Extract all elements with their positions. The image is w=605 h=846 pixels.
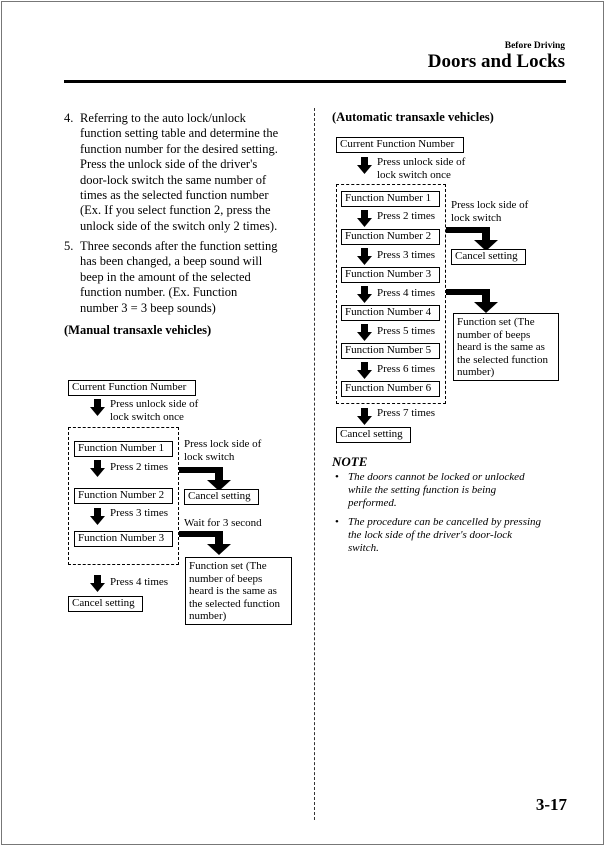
step-line: unlock side of the switch only 2 times). xyxy=(80,218,278,233)
step-5 xyxy=(64,239,304,319)
auto-function-number-2: Function Number 2 xyxy=(341,229,440,245)
down-arrow-icon xyxy=(357,408,372,425)
manual-current-function-box: Current Function Number xyxy=(68,380,196,396)
bullet-icon: • xyxy=(335,471,339,483)
manual-function-number-1: Function Number 1 xyxy=(74,441,173,457)
manual-wait-label: Wait for 3 second xyxy=(184,517,262,529)
manual-press-unlock-label: Press unlock side of lock switch once xyxy=(110,398,199,423)
down-arrow-icon xyxy=(90,460,105,477)
manual-press-lock-label: Press lock side of lock switch xyxy=(184,438,262,463)
auto-function-number-5: Function Number 5 xyxy=(341,343,440,359)
step-line: Press the unlock side of the driver's xyxy=(80,157,258,172)
bent-arrow-icon xyxy=(446,227,498,251)
bullet-icon: • xyxy=(335,516,339,528)
step-line: beep in the amount of the selected xyxy=(80,269,251,284)
auto-press-7-label: Press 7 times xyxy=(377,407,436,419)
auto-cancel-setting-bottom: Cancel setting xyxy=(336,427,411,443)
auto-press-unlock-label: Press unlock side of lock switch once xyxy=(377,156,466,181)
manual-press-4-label: Press 4 times xyxy=(110,576,169,588)
down-arrow-icon xyxy=(357,248,372,265)
header-rule xyxy=(64,80,566,83)
manual-press-3-label: Press 3 times xyxy=(110,507,169,519)
step-4 xyxy=(64,111,304,236)
page-title: Doors and Locks xyxy=(427,51,565,72)
step-line: function number for the desired setting. xyxy=(80,141,278,156)
auto-function-set-box: Function set (The number of beeps heard is the same as the selected function number) xyxy=(453,313,559,381)
auto-function-number-4: Function Number 4 xyxy=(341,305,440,321)
step-line: Three seconds after the function setting xyxy=(80,239,278,253)
page-number: 3-17 xyxy=(535,795,567,814)
down-arrow-icon xyxy=(357,157,372,174)
step-number: 5. xyxy=(64,239,74,253)
manual-heading: (Manual transaxle vehicles) xyxy=(64,323,212,337)
note-title: NOTE xyxy=(332,454,368,469)
auto-press-3-label: Press 3 times xyxy=(377,249,436,261)
manual-function-number-2: Function Number 2 xyxy=(74,488,173,504)
down-arrow-icon xyxy=(90,575,105,592)
step-number: 4. xyxy=(64,111,74,125)
note-item-2: • The procedure can be cancelled by pressing the lock side of the driver's door-lock switch. xyxy=(335,516,542,554)
auto-press-6-label: Press 6 times xyxy=(377,363,436,375)
step-line: function number. (Ex. Function xyxy=(80,285,238,300)
column-divider xyxy=(314,108,315,820)
bent-arrow-icon xyxy=(179,467,231,491)
manual-cancel-setting: Cancel setting xyxy=(184,489,259,505)
step-line: number 3 = 3 beep sounds) xyxy=(80,300,216,315)
step-line: door-lock switch the same number of xyxy=(80,172,267,187)
step-line: times as the selected function number xyxy=(80,188,269,203)
auto-function-number-1: Function Number 1 xyxy=(341,191,440,207)
bent-arrow-icon xyxy=(446,289,498,313)
note-item-1: • The doors cannot be locked or unlocked while the setting function is being performed. xyxy=(335,471,525,509)
auto-press-5-label: Press 5 times xyxy=(377,325,436,337)
section-label: Before Driving xyxy=(504,41,565,51)
down-arrow-icon xyxy=(357,286,372,303)
step-line: (Ex. If you select function 2, press the xyxy=(80,203,271,218)
step-line: Referring to the auto lock/unlock xyxy=(80,111,246,125)
auto-function-number-6: Function Number 6 xyxy=(341,381,440,397)
auto-press-2-label: Press 2 times xyxy=(377,210,436,222)
manual-function-number-3: Function Number 3 xyxy=(74,531,173,547)
auto-press-4-label: Press 4 times xyxy=(377,287,436,299)
step-line: has been changed, a beep sound will xyxy=(80,254,263,269)
auto-press-lock-label: Press lock side of lock switch xyxy=(451,199,529,224)
bent-arrow-icon xyxy=(179,531,231,555)
down-arrow-icon xyxy=(357,210,372,227)
down-arrow-icon xyxy=(357,362,372,379)
auto-function-number-3: Function Number 3 xyxy=(341,267,440,283)
manual-function-set-box: Function set (The number of beeps heard is the same as the selected function number) xyxy=(185,557,292,625)
auto-cancel-setting: Cancel setting xyxy=(451,249,526,265)
automatic-heading: (Automatic transaxle vehicles) xyxy=(332,110,494,124)
down-arrow-icon xyxy=(357,324,372,341)
step-line: function setting table and determine the xyxy=(80,126,279,141)
manual-cancel-setting-bottom: Cancel setting xyxy=(68,596,143,612)
down-arrow-icon xyxy=(90,399,105,416)
auto-current-function-box: Current Function Number xyxy=(336,137,464,153)
manual-press-2-label: Press 2 times xyxy=(110,461,169,473)
down-arrow-icon xyxy=(90,508,105,525)
